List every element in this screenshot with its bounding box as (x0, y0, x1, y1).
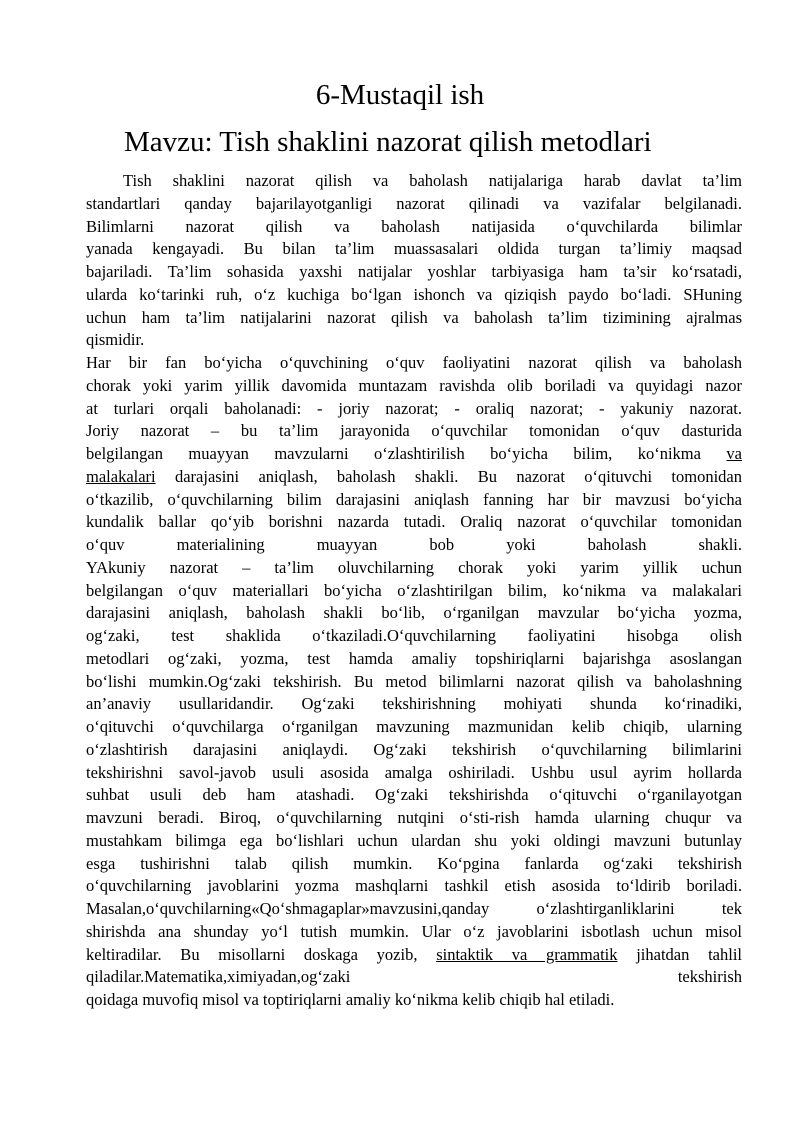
body-line: qiladilar.Matematika,ximiyadan,og‘zaki tekshirish (86, 967, 742, 987)
body-line: bajariladi. Ta’lim sohasida yaxshi natijalar yoshlar tarbiyasiga ham ta’sir ko‘rsatadi, (86, 262, 742, 281)
body-line: belgilangan o‘quv materiallari bo‘yicha o‘zlashtirilgan bilim, ko‘nikma va malakalari (86, 580, 742, 600)
body-line: mavzuni beradi. Biroq, o‘quvchilarning nutqini o‘sti-rish hamda ularning chuqur va (86, 808, 742, 827)
body-line: keltiradilar. Bu misollarni doskaga yozib, sintaktik va grammatik jihatdan tahlil (86, 944, 742, 964)
document-subtitle: Mavzu: Tish shaklini nazorat qilish metodlari (124, 126, 652, 158)
body-line: suhbat usuli deb ham atashadi. Og‘zaki tekshirishda o‘qituvchi o‘rganilayotgan (86, 785, 742, 805)
body-line: kundalik ballar qo‘yib borishni nazarda tutadi. Oraliq nazorat o‘quvchilar tomonidan (86, 512, 742, 532)
body-line: Tish shaklini nazorat qilish va baholash natijalariga harab davlat ta’lim (123, 171, 742, 190)
body-line: darajasini aniqlash, baholash shakli bo‘lib, o‘rganilgan mavzular bo‘yicha yozma, (86, 603, 742, 623)
underlined-text: malakalari (86, 466, 156, 486)
document-title: 6-Mustaqil ish (315, 79, 485, 111)
body-line: belgilangan muayyan mavzularni o‘zlashtirilish bo‘yicha bilim, ko‘nikma va (86, 444, 742, 463)
body-line: o‘qituvchi o‘quvchilarga o‘rganilgan mavzuning mazmunidan kelib chiqib, ularning (86, 717, 742, 736)
body-line: o‘quvchilarning javoblarini yozma mashqlarni tashkil etish asosida to‘ldirib boriladi. (86, 876, 742, 896)
body-line: qismidir. (86, 330, 145, 350)
body-line: metodlari og‘zaki, yozma, test hamda amaliy topshiriqlarni bajarishga asoslangan (86, 648, 742, 668)
body-line: tekshirishni savol-javob usuli asosida amalga oshiriladi. Ushbu usul ayrim hollarda (86, 762, 742, 782)
body-line: o‘tkazilib, o‘quvchilarning bilim darajasini aniqlash fanning har bir mavzusi bo‘yicha (86, 489, 742, 509)
body-line: o‘quv materialining muayyan bob yoki baholash shakli. (86, 535, 742, 554)
body-line: Bilimlarni nazorat qilish va baholash natijasida o‘quvchilarda bilimlar (86, 216, 742, 236)
body-line: malakalari darajasini aniqlash, baholash shakli. Bu nazorat o‘qituvchi tomonidan (86, 466, 742, 486)
body-line: shirishda ana shunday yo‘l tutish mumkin. Ular o‘z javoblarini isbotlash uchun misol (86, 921, 742, 941)
body-line: o‘zlashtirish darajasini aniqlaydi. Og‘zaki tekshirish o‘quvchilarning bilimlarini (86, 739, 742, 759)
body-line: esga tushirishni talab qilish mumkin. Ko‘pgina fanlarda og‘zaki tekshirish (86, 853, 742, 873)
body-line: Joriy nazorat – bu ta’lim jarayonida o‘quvchilar tomonidan o‘quv dasturida (86, 421, 742, 441)
body-line: yanada kengayadi. Bu bilan ta’lim muassasalari oldida turgan ta’limiy maqsad (86, 239, 742, 259)
body-line: at turlari orqali baholanadi: - joriy nazorat; - oraliq nazorat; - yakuniy nazorat. (86, 398, 742, 418)
body-line: YAkuniy nazorat – ta’lim oluvchilarning chorak yoki yarim yillik uchun (86, 557, 742, 577)
underlined-text: va (726, 444, 742, 463)
body-line: qoidaga muvofiq misol va toptiriqlarni amaliy ko‘nikma kelib chiqib hal etiladi. (86, 990, 615, 1009)
body-line: ularda ko‘tarinki ruh, o‘z kuchiga bo‘lgan ishonch va qiziqish paydo bo‘ladi. SHuning (86, 284, 742, 304)
body-line: chorak yoki yarim yillik davomida muntazam ravishda olib boriladi va quyidagi nazor (86, 375, 742, 395)
body-line: an’anaviy usullaridandir. Og‘zaki tekshirishning mohiyati shunda ko‘rinadiki, (86, 694, 742, 714)
body-line: standartlari qanday bajarilayotganligi nazorat qilinadi va vazifalar belgilanadi. (86, 193, 742, 213)
body-line: Har bir fan bo‘yicha o‘quvchining o‘quv faoliyatini nazorat qilish va baholash (86, 353, 742, 372)
body-line: og‘zaki, test shaklida o‘tkaziladi.O‘quvchilarning faoliyatini hisobga olish (86, 626, 742, 645)
underlined-text: sintaktik va grammatik (436, 944, 618, 964)
body-line: bo‘lishi mumkin.Og‘zaki tekshirish. Bu metod bilimlarni nazorat qilish va baholashning (86, 671, 742, 691)
body-line: uchun ham ta’lim natijalarini nazorat qilish va baholash ta’lim tizimining ajralmas (86, 307, 742, 327)
document-body (86, 170, 742, 1012)
body-line: mustahkam bilimga ega bo‘lishlari uchun ulardan shu yoki oldingi mavzuni butunlay (86, 830, 742, 850)
body-line: Masalan,o‘quvchilarning«Qo‘shmagaplar»mavzusini,qanday o‘zlashtirganliklarini tek (86, 899, 742, 918)
